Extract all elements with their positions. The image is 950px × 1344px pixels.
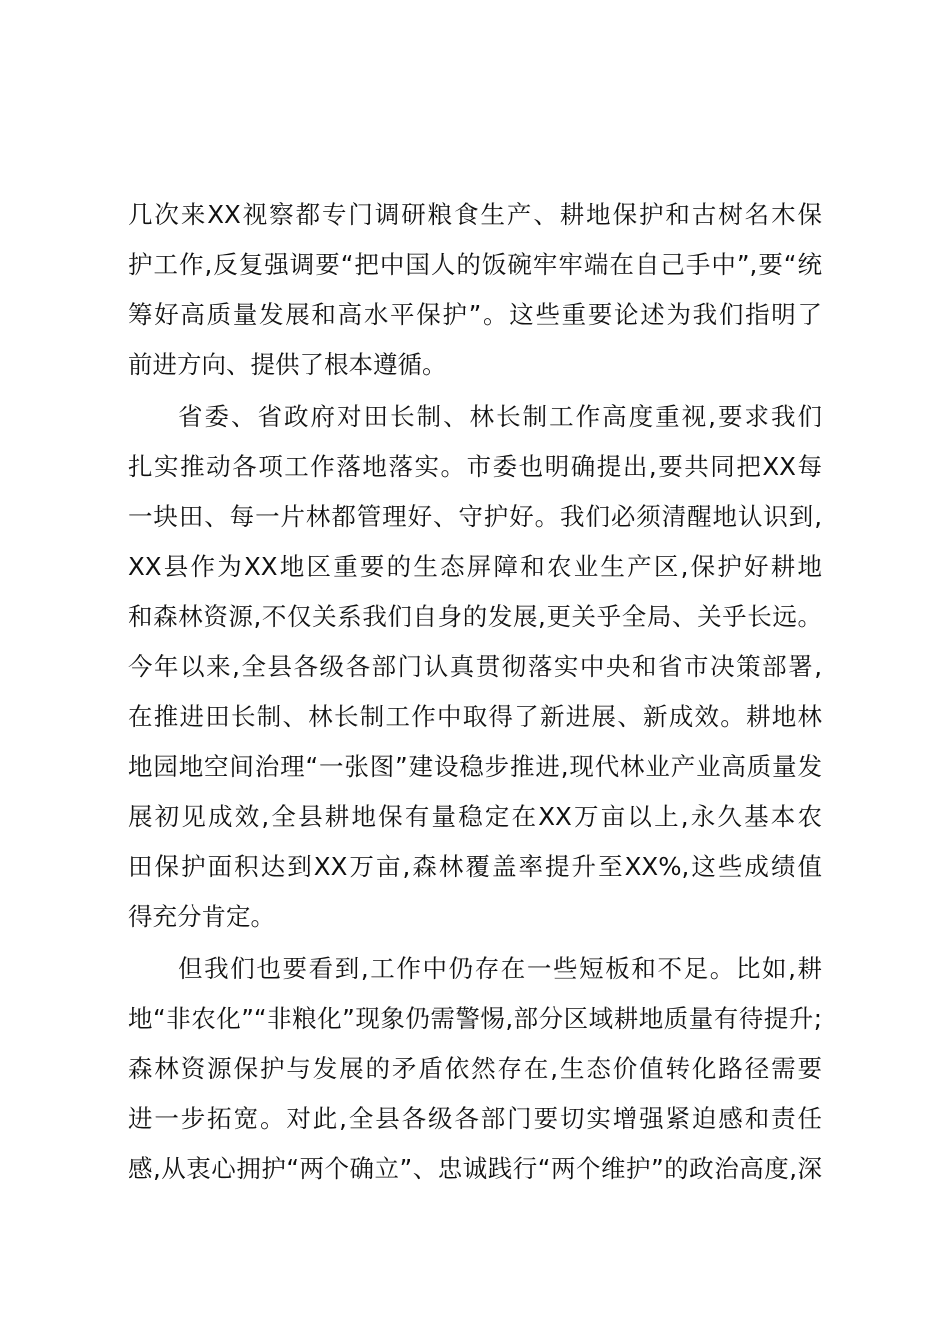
- paragraph-1: [128, 190, 822, 390]
- text-line: 展初见成效,全县耕地保有量稳定在XX万亩以上,永久基本农: [128, 802, 822, 831]
- text-line: 和森林资源,不仅关系我们自身的发展,更关乎全局、关乎长远。: [128, 602, 822, 631]
- paragraph-2: [128, 392, 822, 942]
- text-line: 护工作,反复强调要“把中国人的饭碗牢牢端在自己手中”,要“统: [128, 250, 822, 279]
- text-line: 田保护面积达到XX万亩,森林覆盖率提升至XX%,这些成绩值: [128, 852, 822, 881]
- text-line: 但我们也要看到,工作中仍存在一些短板和不足。比如,耕: [178, 954, 822, 983]
- body-text: [128, 190, 822, 1194]
- text-line: 省委、省政府对田长制、林长制工作高度重视,要求我们: [178, 402, 822, 431]
- text-line: 地园地空间治理“一张图”建设稳步推进,现代林业产业高质量发: [128, 752, 822, 781]
- text-line: 地“非农化”“非粮化”现象仍需警惕,部分区域耕地质量有待提升;: [128, 1004, 822, 1033]
- text-line: 几次来XX视察都专门调研粮食生产、耕地保护和古树名木保: [128, 200, 822, 229]
- text-line: 得充分肯定。: [128, 902, 275, 931]
- text-line: 森林资源保护与发展的矛盾依然存在,生态价值转化路径需要: [128, 1054, 822, 1083]
- paragraph-3: [128, 944, 822, 1194]
- text-line: 前进方向、提供了根本遵循。: [128, 350, 447, 379]
- text-line: 一块田、每一片林都管理好、守护好。我们必须清醒地认识到,: [128, 502, 822, 531]
- text-line: XX县作为XX地区重要的生态屏障和农业生产区,保护好耕地: [128, 552, 822, 581]
- text-line: 在推进田长制、林长制工作中取得了新进展、新成效。耕地林: [128, 702, 822, 731]
- text-line: 感,从衷心拥护“两个确立”、忠诚践行“两个维护”的政治高度,深: [128, 1154, 822, 1183]
- text-line: 今年以来,全县各级各部门认真贯彻落实中央和省市决策部署,: [128, 652, 822, 681]
- text-line: 筹好高质量发展和高水平保护”。这些重要论述为我们指明了: [128, 300, 822, 329]
- text-line: 扎实推动各项工作落地落实。市委也明确提出,要共同把XX每: [128, 452, 822, 481]
- text-line: 进一步拓宽。对此,全县各级各部门要切实增强紧迫感和责任: [128, 1104, 822, 1133]
